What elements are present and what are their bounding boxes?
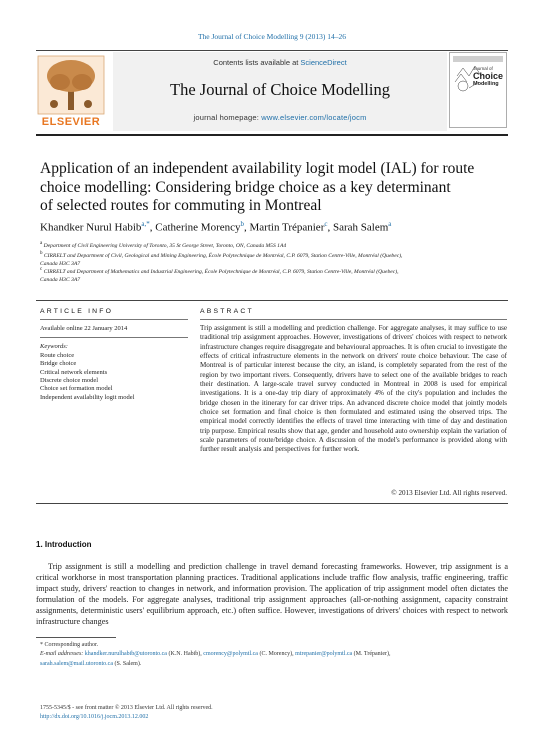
abstract-bottom-rule bbox=[36, 503, 508, 504]
issn-block bbox=[40, 704, 440, 723]
cover-title-line1: Journal of bbox=[473, 66, 493, 71]
author-name[interactable]: Catherine Morency bbox=[155, 221, 241, 234]
author-marks[interactable]: a,* bbox=[141, 220, 150, 228]
author-name[interactable]: Sarah Salem bbox=[332, 221, 389, 234]
abstract-heading: ABSTRACT bbox=[200, 308, 254, 315]
issn-line: 1755-5345/$ - see front matter © 2013 Elsevier Ltd. All rights reserved. bbox=[40, 705, 213, 711]
article-title-line3: of selected routes for commuting in Montreal bbox=[40, 197, 322, 214]
affiliation bbox=[40, 266, 510, 285]
article-title bbox=[40, 160, 510, 216]
homepage-prefix: journal homepage: bbox=[193, 113, 259, 122]
journal-homepage-line bbox=[113, 113, 447, 122]
author-list bbox=[40, 220, 510, 234]
article-info-heading: ARTICLE INFO bbox=[40, 308, 114, 315]
abstract-rule bbox=[200, 319, 507, 320]
author-name[interactable]: Khandker Nurul Habib bbox=[40, 221, 142, 234]
author-marks[interactable]: a bbox=[388, 220, 392, 228]
contents-prefix: Contents lists available at bbox=[213, 58, 299, 67]
keyword-item: Discrete choice model bbox=[40, 377, 99, 385]
contents-line bbox=[113, 58, 447, 67]
article-info-column bbox=[40, 325, 188, 402]
keyword-item: Route choice bbox=[40, 351, 75, 359]
email-owner: (C. Morency), bbox=[257, 651, 296, 658]
masthead-bottom-rule bbox=[36, 134, 508, 136]
affiliation-text-cont: Canada H3C 3A7 bbox=[40, 277, 81, 284]
available-online: Available online 22 January 2014 bbox=[40, 325, 128, 332]
affiliation-mark: b bbox=[40, 251, 43, 256]
info-divider bbox=[40, 337, 188, 338]
keyword-item: Independent availability logit model bbox=[40, 393, 135, 401]
keywords-label: Keywords: bbox=[40, 343, 68, 351]
affiliation-text-cont: Canada H3C 3A7 bbox=[40, 261, 81, 268]
masthead-top-rule bbox=[36, 50, 508, 51]
abstract-body: Trip assignment is still a modelling and prediction challenge. For aggregate analyses, it may suffice to use traditional trip assignment approaches. However, investigations of drivers' choices with respect to network infrastructure changes require disaggregate and behavioural approaches. It is often crucial to investigate the effects of critical infrastructure elements in the network on drivers' route choice behaviour. The case of Montreal is of particular interest because the city, an island, is completely separated from the rest of the region by two important rivers. Consequently, drivers have to select one of the available bridges to reach their destination. A large-scale travel survey conducted in Montreal in 2008 is used for empirical investigations. It is a one-day trip diary of approximately 4% of the city's population and includes the bridge chosen in the itinerary for car driver trips. An advanced discrete choice model that jointly models choice set formation and final choice is then formulated and estimated using the observed trips. The empirical model correctly identifies the effects of travel time interacting with time of day and destination trip purpose. Empirical results show that age, gender and household auto ownership explain the variation of scale parameters of route/bridge choice. A discussion of the model's performance is provided along with further result analysis and perspectives for further work. bbox=[200, 324, 507, 454]
article-title-line2: choice modelling: Considering bridge choice as a key determinant bbox=[40, 178, 451, 196]
author-marks[interactable]: b bbox=[240, 220, 244, 228]
introduction-heading: 1. Introduction bbox=[36, 540, 92, 549]
journal-cover[interactable] bbox=[449, 52, 507, 128]
abstract-copyright: © 2013 Elsevier Ltd. All rights reserved. bbox=[391, 489, 507, 497]
footnotes bbox=[40, 641, 508, 669]
affiliation-text: CIRRELT and Department of Mathematics and Industrial Engineering, École Polytechnique de Montréal, C.P. 6079, Station Centre-Ville, Montréal (Quebec), bbox=[43, 268, 399, 275]
email-label: E-mail addresses: bbox=[40, 651, 84, 658]
email-owner: (M. Trépanier), bbox=[352, 651, 391, 658]
sciencedirect-link[interactable]: ScienceDirect bbox=[300, 58, 347, 67]
footnote-rule bbox=[36, 637, 116, 638]
email-link[interactable]: mtrepanier@polymtl.ca bbox=[295, 651, 353, 658]
elsevier-wordmark: ELSEVIER bbox=[41, 116, 101, 128]
keyword-item: Bridge choice bbox=[40, 360, 77, 368]
homepage-link[interactable]: www.elsevier.com/locate/jocm bbox=[261, 113, 367, 122]
email-line bbox=[40, 650, 508, 659]
author-separator: , bbox=[244, 221, 250, 234]
email-link[interactable]: sarah.salem@mail.utoronto.ca bbox=[40, 660, 114, 667]
email-owner: (K.N. Habib), bbox=[166, 651, 204, 658]
email-link[interactable]: cmorency@polymtl.ca bbox=[203, 651, 258, 658]
introduction-body: Trip assignment is still a modelling and prediction challenge in travel demand forecasting frameworks. However, trip assignment is a critical workhorse in most transportation planning practices. Traditional applications include traffic flow analysis, traffic engineering, traffic impact study, drivers' reaction to changes in network, and information provision. The application of trip assignment model often dictates the formulation of the models. For aggregate analyses, traditional trip assignment approaches (all-or-nothing assignment, capacity constraint assignments, deterministic users' equilibrium approach, etc.) often suffice. However, investigations of drivers' choices with respect to network infrastructure changes bbox=[36, 562, 508, 627]
cover-title-line3: Modelling bbox=[473, 81, 499, 87]
affiliation-mark: c bbox=[40, 267, 43, 272]
email-owner: (S. Salem). bbox=[113, 660, 142, 667]
corresponding-text: Corresponding author. bbox=[44, 642, 99, 648]
affiliation-text: CIRRELT and Department of Civil, Geological and Mining Engineering, École Polytechnique de Montréal, C.P. 6079, Station Centre-Ville, Montréal (Quebec), bbox=[43, 252, 403, 259]
author-separator: , bbox=[149, 221, 156, 234]
author-marks[interactable]: c bbox=[324, 220, 328, 228]
author-separator: , bbox=[327, 221, 333, 234]
asterisk-mark: * bbox=[40, 642, 45, 648]
journal-title: The Journal of Choice Modelling bbox=[170, 80, 390, 99]
email-line-cont bbox=[40, 660, 508, 669]
elsevier-logo[interactable] bbox=[36, 54, 106, 132]
doi-link[interactable]: http://dx.doi.org/10.1016/j.jocm.2013.12.002 bbox=[40, 714, 149, 721]
article-info-rule bbox=[40, 319, 188, 320]
affiliation-text: Department of Civil Engineering University of Toronto, 35 St George Street, Toronto, ON, Canada M5S 1A4 bbox=[43, 242, 287, 249]
journal-reference[interactable]: The Journal of Choice Modelling 9 (2013) 14–26 bbox=[197, 32, 347, 41]
keyword-item: Choice set formation model bbox=[40, 385, 113, 393]
email-link[interactable]: khandker.nurulhabib@utoronto.ca bbox=[84, 651, 167, 658]
info-top-rule bbox=[36, 300, 508, 301]
corresponding-note bbox=[40, 641, 508, 650]
affiliation bbox=[40, 240, 510, 250]
author-name[interactable]: Martin Trépanier bbox=[249, 221, 325, 234]
cover-title-line2: Choice bbox=[473, 71, 504, 81]
article-title-line1: Application of an independent availability logit model (IAL) for route bbox=[40, 160, 475, 177]
journal-cover-icon bbox=[449, 52, 507, 128]
keyword-item: Critical network elements bbox=[40, 368, 108, 376]
affiliation-mark: a bbox=[40, 241, 43, 246]
